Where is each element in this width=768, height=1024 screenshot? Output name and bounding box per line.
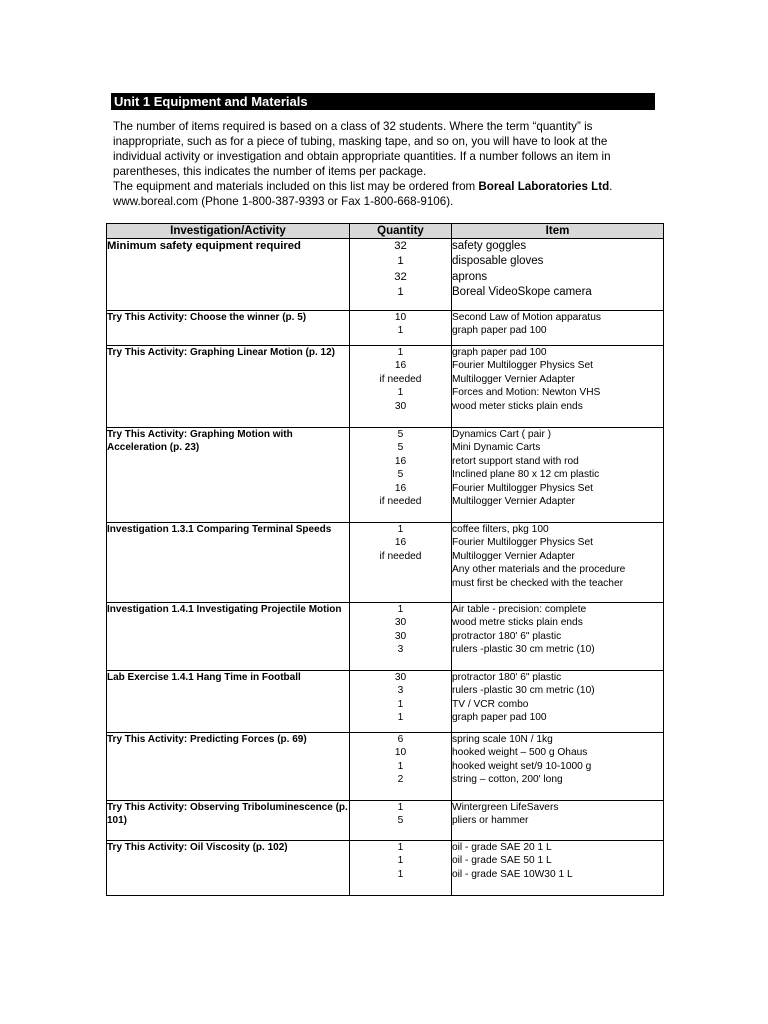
item-cell — [452, 239, 664, 311]
item-value: graph paper pad 100 — [452, 325, 547, 337]
quantity-value: 1 — [397, 760, 404, 772]
item-cell — [452, 311, 664, 346]
activity-cell: Try This Activity: Graphing Motion with Acceleration (p. 23) — [107, 428, 350, 523]
item-value: wood metre sticks plain ends — [452, 617, 583, 629]
quantity-cell — [350, 733, 452, 801]
quantity-cell — [350, 239, 452, 311]
quantity-value: 32 — [394, 270, 407, 283]
quantity-value: 1 — [397, 842, 404, 853]
quantity-cell — [350, 523, 452, 603]
item-cell — [452, 523, 664, 603]
quantity-value: if needed — [379, 550, 422, 562]
quantity-cell — [350, 346, 452, 428]
item-value: Fourier Multilogger Physics Set — [452, 537, 593, 549]
quantity-cell — [350, 428, 452, 523]
quantity-value: 30 — [394, 630, 407, 642]
item-value: Air table - precision: complete — [452, 604, 587, 615]
item-value: graph paper pad 100 — [452, 712, 547, 724]
item-value: string – cotton, 200' long — [452, 774, 563, 786]
activity-cell: Lab Exercise 1.4.1 Hang Time in Football — [107, 671, 350, 733]
quantity-value: 16 — [394, 482, 407, 494]
table-row — [107, 603, 664, 671]
quantity-value: 16 — [394, 360, 407, 372]
header-quantity: Quantity — [350, 224, 452, 239]
header-item: Item — [452, 224, 664, 239]
quantity-value: 3 — [397, 644, 404, 656]
item-value: Boreal VideoSkope camera — [452, 285, 592, 298]
quantity-value: 1 — [397, 325, 404, 337]
quantity-cell — [350, 311, 452, 346]
item-value: oil - grade SAE 20 1 L — [452, 842, 552, 853]
quantity-value: 1 — [397, 255, 404, 268]
item-value: oil - grade SAE 50 1 L — [452, 855, 552, 867]
item-cell — [452, 841, 664, 896]
item-value: coffee filters, pkg 100 — [452, 524, 549, 535]
quantity-value: 1 — [397, 524, 404, 535]
quantity-value: 2 — [397, 774, 404, 786]
quantity-value: 1 — [397, 868, 404, 880]
intro-paragraph-2-post: . www.boreal.com (Phone 1-800-387-9393 or Fax 1-800-668-9106). — [113, 180, 613, 208]
section-title: Unit 1 Equipment and Materials — [111, 93, 655, 110]
quantity-value: 1 — [397, 387, 404, 399]
item-value: spring scale 10N / 1kg — [452, 734, 553, 745]
item-value: Multilogger Vernier Adapter — [452, 373, 575, 385]
item-value: oil - grade SAE 10W30 1 L — [452, 868, 573, 880]
item-value: TV / VCR combo — [452, 698, 529, 710]
item-value: protractor 180' 6" plastic — [452, 672, 562, 683]
table-row — [107, 239, 664, 311]
quantity-value: 16 — [394, 537, 407, 549]
item-value: Wintergreen LifeSavers — [452, 802, 559, 813]
table-row — [107, 733, 664, 801]
item-value: Multilogger Vernier Adapter — [452, 496, 575, 508]
activity-cell: Minimum safety equipment required — [107, 239, 350, 311]
item-value: aprons — [452, 270, 488, 283]
quantity-value: 6 — [397, 734, 404, 745]
activity-cell: Try This Activity: Choose the winner (p. 5) — [107, 311, 350, 346]
item-value: graph paper pad 100 — [452, 347, 547, 358]
intro-paragraph-2 — [113, 179, 658, 209]
intro-paragraph-1: The number of items required is based on a class of 32 students. Where the term “quantity” is inappropriate, such as for a piece of tubing, masking tape, and so on, you will have to look at the individual activity or investigation and obtain appropriate quantities. If a number follows an item in parentheses, this indicates the number of items per package. — [113, 120, 611, 178]
item-value: safety goggles — [452, 240, 527, 252]
item-value: hooked weight set/9 10-1000 g — [452, 760, 592, 772]
item-value: rulers -plastic 30 cm metric (10) — [452, 685, 595, 697]
table-row — [107, 523, 664, 603]
quantity-value: 1 — [397, 604, 404, 615]
quantity-cell — [350, 801, 452, 841]
table-row — [107, 801, 664, 841]
item-value: Multilogger Vernier Adapter — [452, 550, 575, 562]
activity-cell: Try This Activity: Observing Triboluminescence (p. 101) — [107, 801, 350, 841]
quantity-value: 30 — [394, 672, 407, 683]
supplier-name: Boreal Laboratories Ltd — [478, 180, 610, 193]
item-value: must first be checked with the teacher — [452, 577, 624, 589]
quantity-value: 1 — [397, 285, 404, 298]
quantity-value: 1 — [397, 855, 404, 867]
quantity-value: 1 — [397, 698, 404, 710]
quantity-value: 5 — [397, 815, 404, 827]
quantity-value: 5 — [397, 429, 404, 440]
quantity-value: 3 — [397, 685, 404, 697]
quantity-value: 10 — [394, 312, 407, 323]
item-value: hooked weight – 500 g Ohaus — [452, 747, 588, 759]
header-activity: Investigation/Activity — [107, 224, 350, 239]
item-cell — [452, 603, 664, 671]
item-value: wood meter sticks plain ends — [452, 400, 583, 412]
item-cell — [452, 346, 664, 428]
table-header-row — [107, 224, 664, 239]
item-cell — [452, 428, 664, 523]
quantity-value: 1 — [397, 347, 404, 358]
activity-cell: Try This Activity: Predicting Forces (p. 69) — [107, 733, 350, 801]
quantity-value: 16 — [394, 455, 407, 467]
quantity-value: if needed — [379, 373, 422, 385]
quantity-value: 1 — [397, 712, 404, 724]
item-cell — [452, 733, 664, 801]
table-row — [107, 671, 664, 733]
item-cell — [452, 801, 664, 841]
item-value: Inclined plane 80 x 12 cm plastic — [452, 469, 600, 481]
item-value: disposable gloves — [452, 255, 544, 268]
quantity-value: 5 — [397, 469, 404, 481]
item-value: rulers -plastic 30 cm metric (10) — [452, 644, 595, 656]
equipment-table — [106, 223, 664, 896]
activity-cell: Try This Activity: Oil Viscosity (p. 102) — [107, 841, 350, 896]
quantity-cell — [350, 671, 452, 733]
item-value: Second Law of Motion apparatus — [452, 312, 601, 323]
item-value: protractor 180' 6" plastic — [452, 630, 562, 642]
activity-cell: Investigation 1.4.1 Investigating Projectile Motion — [107, 603, 350, 671]
table-row — [107, 841, 664, 896]
quantity-value: 32 — [394, 240, 407, 252]
quantity-value: 30 — [394, 400, 407, 412]
item-value: Fourier Multilogger Physics Set — [452, 482, 593, 494]
table-row — [107, 311, 664, 346]
item-cell — [452, 671, 664, 733]
item-value: Dynamics Cart ( pair ) — [452, 429, 552, 440]
quantity-value: if needed — [379, 496, 422, 508]
quantity-value: 30 — [394, 617, 407, 629]
table-row — [107, 428, 664, 523]
quantity-value: 5 — [397, 442, 404, 454]
item-value: pliers or hammer — [452, 815, 529, 827]
item-value: Fourier Multilogger Physics Set — [452, 360, 593, 372]
quantity-cell — [350, 841, 452, 896]
quantity-value: 10 — [394, 747, 407, 759]
quantity-value: 1 — [397, 802, 404, 813]
quantity-cell — [350, 603, 452, 671]
intro-text — [113, 119, 658, 209]
table-row — [107, 346, 664, 428]
activity-cell: Investigation 1.3.1 Comparing Terminal Speeds — [107, 523, 350, 603]
item-value: Mini Dynamic Carts — [452, 442, 541, 454]
item-value: Forces and Motion: Newton VHS — [452, 387, 601, 399]
item-value: retort support stand with rod — [452, 455, 579, 467]
item-value: Any other materials and the procedure — [452, 564, 626, 576]
activity-cell: Try This Activity: Graphing Linear Motion (p. 12) — [107, 346, 350, 428]
intro-paragraph-2-pre: The equipment and materials included on this list may be ordered from — [113, 180, 479, 193]
